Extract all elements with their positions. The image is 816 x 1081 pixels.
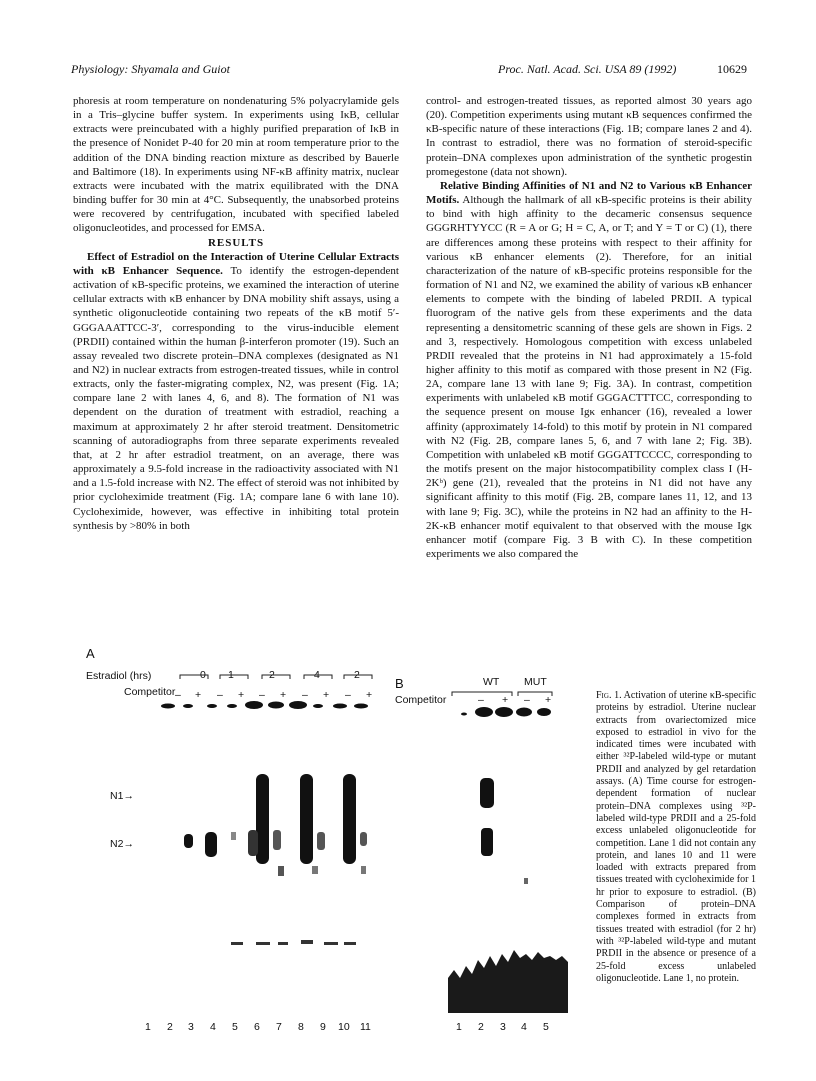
competitor-sign: – bbox=[478, 694, 484, 706]
results-paragraph bbox=[73, 250, 399, 533]
section-subheading: Relative Binding Affinities of N1 and N2 to Various κB Enhancer Motifs. bbox=[426, 179, 752, 207]
competitor-label-a: Competitor bbox=[124, 686, 176, 698]
n2-label: N2 bbox=[110, 838, 124, 850]
gel-image-panel-a bbox=[136, 672, 388, 1012]
competitor-sign: + bbox=[195, 689, 202, 701]
lane-number: 5 bbox=[232, 1021, 238, 1033]
left-column bbox=[73, 94, 399, 533]
paragraph-body: To identify the estrogen-dependent activation of κB-specific proteins, we examined the interaction of uterine cellular extracts with κB enhancer by DNA mobility shift assays, using a synthetic oligonucleotide containing two repeats of the κB motif 5′-GGGAAATTCC-3′, corresponding to the virus-inducible element (PRDII) contained within the human β-interferon promoter (19). Such an assay revealed two discrete protein–DNA complexes (designated as N1 and N2) in nuclear extracts from estrogen-treated tissues, while in control extracts, only the faster-migrating complex, N2, was present (Fig. 1A; compare lane 2 with lanes 4, 6, and 8). The formation of N1 was dependent on the duration of treatment with estradiol, reaching a maximum at approximately 2 hr after steroid treatment. Densitometric scanning of autoradiographs from three separate experiments revealed that, at 2 hr after estradiol treatment, on an average, there was approximately a 9.5-fold increase in the radioactivity associated with N1 and a 1.5-fold increase with N2. The effect of steroid was not inhibited by prior cycloheximide treatment (Fig. 1A; compare lane 6 with lane 10). Cycloheximide, however, was effective in inhibiting total protein synthesis by >80% in both bbox=[73, 264, 399, 532]
results-heading: RESULTS bbox=[207, 236, 265, 249]
lane-number: 3 bbox=[500, 1021, 506, 1033]
lane-number: 1 bbox=[145, 1021, 151, 1033]
caption-label: Fig. 1. bbox=[596, 690, 622, 701]
lane-number: 6 bbox=[254, 1021, 260, 1033]
time-label: 0 bbox=[200, 669, 206, 681]
lane-number: 4 bbox=[521, 1021, 527, 1033]
panel-a-label: A bbox=[86, 646, 95, 661]
competitor-sign: – bbox=[175, 689, 181, 701]
gel-image-panel-b bbox=[448, 688, 568, 1013]
right-column bbox=[426, 94, 752, 561]
lane-number: 8 bbox=[298, 1021, 304, 1033]
caption-text: Activation of uterine κB-specific proteins by estradiol. Uterine nuclear extracts from ovariectomized mice exposed to estradiol in vivo for the indicated times were incubated with either ³²P-labeled wild-type or mutant PRDII and analyzed by gel retardation assays. (A) Time course for estrogen-dependent formation of nuclear protein–DNA complexes using ³²P-labeled wild-type PRDII and a 25-fold excess unlabeled oligonucleotide for competition. Lane 1 did not contain any protein, and lanes 10 and 11 were loaded with extracts prepared from tissues treated with cycloheximide for 1 hr prior to exposure to estradiol. (B) Comparison of protein–DNA complexes formed in extracts from tissues treated with estradiol (for 2 hr) with ³²P-labeled wild-type and mutant PRDII in the absence or presence of a 25-fold excess unlabeled oligonucleotide. Lane 1, no protein. bbox=[596, 690, 756, 984]
running-header-left: Physiology: Shyamala and Guiot bbox=[71, 62, 230, 76]
figure-caption bbox=[596, 690, 756, 985]
lane-number: 4 bbox=[210, 1021, 216, 1033]
competitor-label-b: Competitor bbox=[395, 694, 447, 706]
competitor-sign: – bbox=[217, 689, 223, 701]
lane-number: 7 bbox=[276, 1021, 282, 1033]
time-label: 4 bbox=[314, 669, 320, 681]
n1-label: N1 bbox=[110, 790, 124, 802]
competitor-sign: + bbox=[238, 689, 245, 701]
methods-continuation: phoresis at room temperature on nondenaturing 5% polyacrylamide gels in a Tris–glycine buffer system. In experiments using IκB, cellular extracts were preincubated with a highly purified preparation of IκB in the presence of Nonidet P-40 for 20 min at room temperature prior to the addition of the DNA binding reaction mixture as described by Bauerle and Baltimore (18). In experiments using NF-κB affinity matrix, nuclear extracts were incubated with the matrix equilibrated with the DNA binding buffer for 30 min at 4°C. Subsequently, the unabsorbed proteins were recovered by centrifugation, incubated with specified labeled oligonucleotides, and processed for EMSA. bbox=[73, 95, 399, 235]
wt-label: WT bbox=[483, 676, 500, 688]
mut-label: MUT bbox=[524, 676, 547, 688]
competitor-sign: + bbox=[280, 689, 287, 701]
competitor-sign: + bbox=[502, 694, 509, 706]
page-number: 10629 bbox=[717, 62, 747, 76]
competitor-sign: + bbox=[323, 689, 330, 701]
lane-number: 5 bbox=[543, 1021, 549, 1033]
competitor-sign: + bbox=[545, 694, 552, 706]
panel-b-label: B bbox=[395, 676, 404, 691]
competitor-sign: – bbox=[259, 689, 265, 701]
lane-number: 10 bbox=[338, 1021, 350, 1033]
lane-number: 11 bbox=[360, 1021, 371, 1033]
section-subheading: Effect of Estradiol on the Interaction of Uterine Cellular Extracts with κB Enhancer Sequence. bbox=[73, 250, 399, 277]
paragraph-body: Although the hallmark of all κB-specific proteins is their ability to bind with high affinity to the decameric consensus sequence GGGRHTYYCC (R = A or G; H = C, A, or T; and Y = T or C) (1), there are differences among these proteins with respect to their affinity for various κB enhancer elements (2). Therefore, for an initial characterization of the nature of κB-specific proteins responsible for the formation of N1 and N2, we examined the ability of various κB enhancer elements to compete with the binding of labeled PRDII. A typical fluorogram of the native gels from these experiments and the data representing a densitometric scanning of these gels are shown in Figs. 2 and 3, respectively. Homologous competition with excess unlabeled PRDII revealed that the proteins in N1 had approximately a 15-fold higher affinity to this motif as compared with those present in N2 (Fig. 2A, compare lane 13 with lane 9; Fig. 3A). In contrast, competition experiments with unlabeled κB motif GGGACTTTCC, corresponding to the sequence present on mouse Igκ enhancer (16), revealed a lower affinity (approximately 14-fold) to this motif by protein in N1 compared with N2 (Fig. 2B, compare lanes 5, 6, and 7 with lane 2; Fig. 3B). Competition with unlabeled κB motif GGGATTCCCC, corresponding to the motifs present on the major histocompatibility complex class I (H-2Kᵇ) gene (21), revealed that the proteins in N1 did not have any significant affinity to this motif (Fig. 2B, compare lanes 11, 12, and 13 with lane 9; Fig. 3C), while the proteins in N2 had an affinity to the H-2K-κB enhancer motif equivalent to that observed with the mouse Igκ enhancer motif (compare Fig. 3 B with C). In these competition experiments we also compared the bbox=[426, 194, 752, 560]
lane-number: 9 bbox=[320, 1021, 326, 1033]
competitor-sign: + bbox=[366, 689, 373, 701]
competitor-sign: – bbox=[524, 694, 530, 706]
journal-citation: Proc. Natl. Acad. Sci. USA 89 (1992) bbox=[498, 62, 677, 76]
estradiol-label: Estradiol (hrs) bbox=[86, 670, 152, 682]
lane-number: 2 bbox=[478, 1021, 484, 1033]
n1-marker: N1→ bbox=[110, 790, 134, 802]
competitor-sign: – bbox=[302, 689, 308, 701]
time-label: 2 bbox=[269, 669, 275, 681]
time-label: 1 bbox=[228, 669, 234, 681]
time-label: 2 bbox=[354, 669, 360, 681]
results-continuation: control- and estrogen-treated tissues, as reported almost 30 years ago (20). Competition experiments using mutant κB sequences confirmed the κB-specific nature of these interactions (Fig. 1B; compare lanes 2 and 4). In contrast to estradiol, there was no formation of steroid-specific protein–DNA complexes upon administration of the synthetic progestin promegestone (data not shown). bbox=[426, 95, 752, 178]
competitor-sign: – bbox=[345, 689, 351, 701]
n2-marker: N2→ bbox=[110, 838, 134, 850]
lane-number: 2 bbox=[167, 1021, 173, 1033]
lane-number: 1 bbox=[456, 1021, 462, 1033]
binding-affinity-paragraph bbox=[426, 179, 752, 561]
lane-number: 3 bbox=[188, 1021, 194, 1033]
